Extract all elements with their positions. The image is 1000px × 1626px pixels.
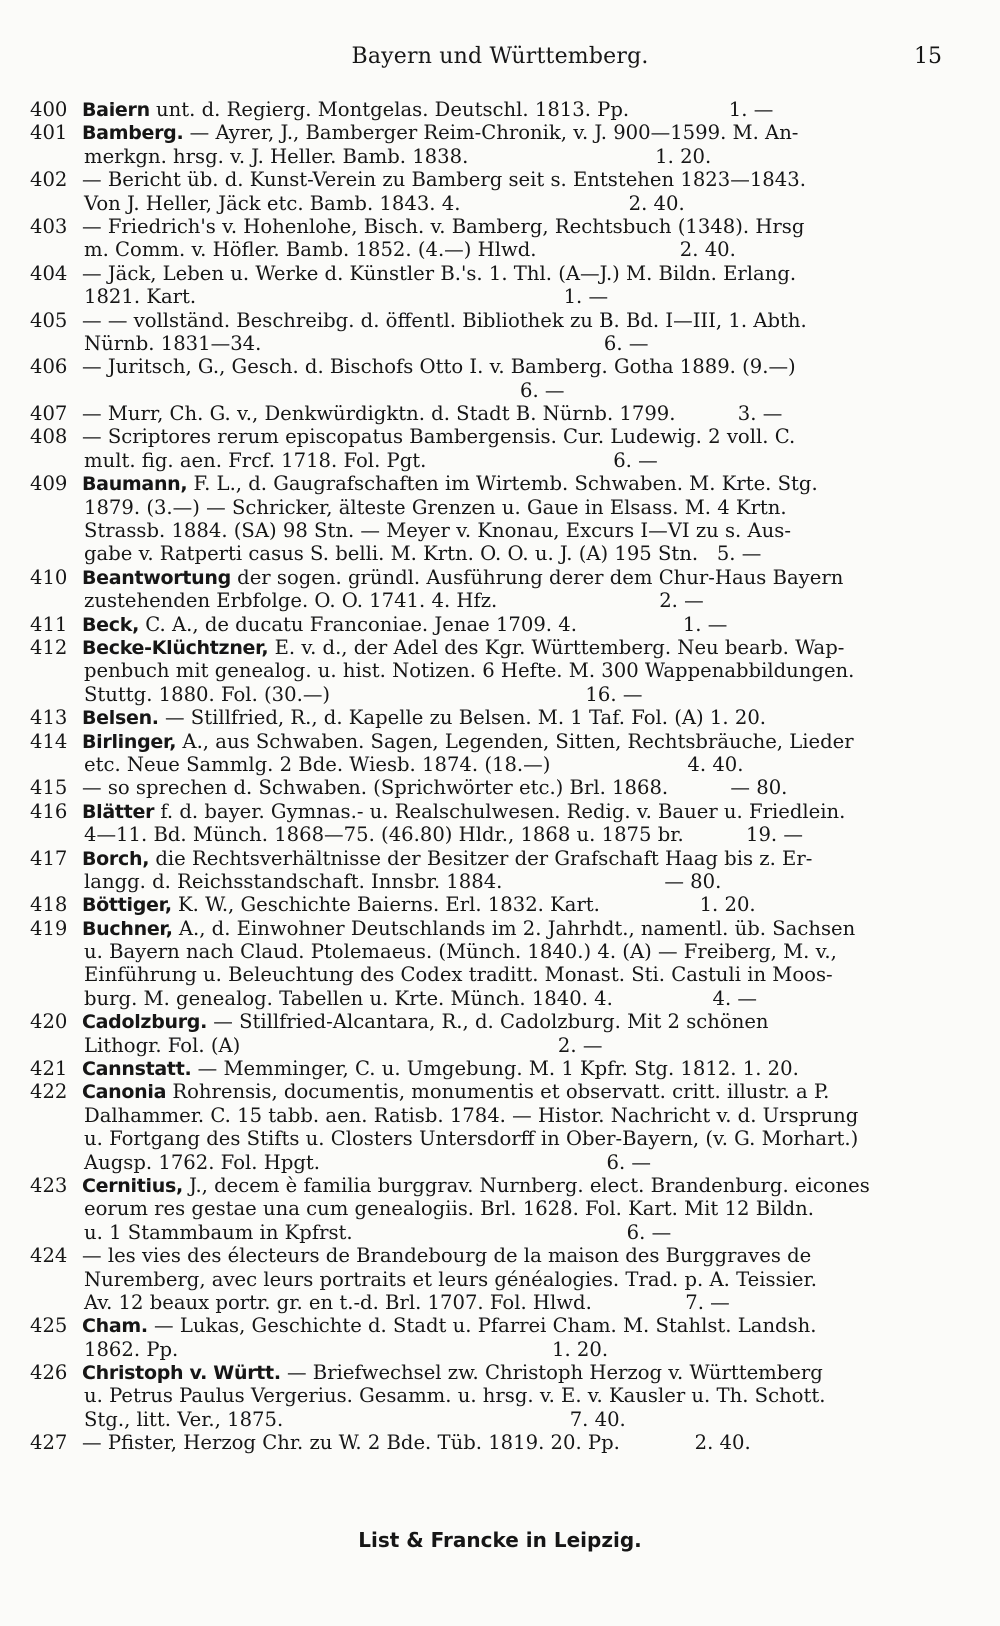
catalog-entry: [30, 309, 942, 356]
entry-keyword: Böttiger,: [82, 894, 172, 917]
entry-first-line: [30, 262, 942, 285]
entry-text: [82, 262, 942, 285]
entry-text: [82, 425, 942, 448]
entry-text: [82, 917, 942, 940]
entry-keyword: Bamberg.: [82, 122, 184, 145]
entry-first-line: [30, 402, 942, 425]
catalog-entry: [30, 1057, 942, 1080]
catalog-entries: [30, 98, 942, 1455]
catalog-entry: [30, 1244, 942, 1314]
entry-first-line: [30, 730, 942, 753]
entry-text: [82, 776, 942, 799]
entry-text: [82, 847, 942, 870]
entry-number: 416: [30, 799, 68, 823]
entry-line-text: — Friedrich's v. Hohenlohe, Bisch. v. Bamberg, Rechtsbuch (1348). Hrsg: [82, 214, 805, 238]
entry-number: 422: [30, 1080, 68, 1104]
entry-line-text: — Lukas, Geschichte d. Stadt u. Pfarrei Cham. M. Stahlst. Landsh.: [147, 1314, 817, 1338]
entry-number: 415: [30, 776, 68, 800]
entry-line-text: — Bericht üb. d. Kunst-Verein zu Bamberg seit s. Entstehen 1823—1843.: [82, 168, 806, 192]
entry-number: 409: [30, 472, 68, 496]
entry-keyword: Belsen.: [82, 707, 159, 730]
entry-line-text: — Stillfried-Alcantara, R., d. Cadolzburg. Mit 2 schönen: [207, 1010, 769, 1034]
catalog-entry: [30, 262, 942, 309]
entry-continuation-line: zustehenden Erbfolge. O. O. 1741. 4. Hfz. 2. —: [84, 589, 704, 613]
entry-first-line: [30, 1080, 942, 1103]
entry-continuation-line: 4—11. Bd. Münch. 1868—75. (46.80) Hldr., 1868 u. 1875 br. 19. —: [84, 823, 803, 847]
entry-line-text: der sogen. gründl. Ausführung derer dem Chur-Haus Bayern: [230, 565, 844, 589]
entry-number: 418: [30, 893, 68, 917]
entry-keyword: Christoph v. Württ.: [82, 1362, 281, 1385]
entry-continuation-line: gabe v. Ratperti casus S. belli. M. Krtn. O. O. u. J. (A) 195 Stn. 5. —: [84, 542, 762, 566]
catalog-entry: [30, 121, 942, 168]
entry-line-text: — Scriptores rerum episcopatus Bambergensis. Cur. Ludewig. 2 voll. C.: [82, 425, 796, 449]
entry-number: 417: [30, 846, 68, 870]
entry-number: 404: [30, 261, 68, 285]
entry-text: [82, 472, 942, 495]
entry-continuation-line: Lithogr. Fol. (A) 2. —: [84, 1033, 603, 1057]
entry-continuation-line: Av. 12 beaux portr. gr. en t.-d. Brl. 1707. Fol. Hlwd. 7. —: [84, 1290, 730, 1314]
catalog-entry: [30, 730, 942, 777]
entry-keyword: Canonia: [82, 1081, 167, 1104]
entry-line-text: — Memminger, C. u. Umgebung. M. 1 Kpfr. Stg. 1812. 1. 20.: [191, 1057, 799, 1081]
catalog-entry: [30, 917, 942, 1011]
entry-first-line: [30, 1361, 942, 1384]
entry-line-text: f. d. bayer. Gymnas.- u. Realschulwesen. Redig. v. Bauer u. Friedlein.: [154, 799, 846, 823]
entry-line-text: E. v. d., der Adel des Kgr. Württemberg. Neu bearb. Wap-: [268, 635, 845, 659]
entry-first-line: [30, 566, 942, 589]
catalog-entry: [30, 98, 942, 121]
entry-first-line: [30, 425, 942, 448]
entry-first-line: [30, 706, 942, 729]
catalog-entry: [30, 800, 942, 847]
entry-text: [82, 215, 942, 238]
entry-line-text: — Pfister, Herzog Chr. zu W. 2 Bde. Tüb. 1819. 20. Pp. 2. 40.: [82, 1431, 751, 1455]
entry-continuation-line: u. Fortgang des Stifts u. Closters Untersdorff in Ober-Bayern, (v. G. Morhart.): [84, 1127, 859, 1151]
entry-keyword: Borch,: [82, 847, 150, 870]
entry-number: 406: [30, 355, 68, 379]
entry-text: [82, 1080, 942, 1103]
entry-number: 408: [30, 425, 68, 449]
page-number: 15: [914, 44, 942, 69]
catalog-entry: [30, 168, 942, 215]
catalog-entry: [30, 847, 942, 894]
entry-line-text: C. A., de ducatu Franconiae. Jenae 1709. 4. 1. —: [139, 612, 728, 636]
entry-continuation-line: 1879. (3.—) — Schricker, älteste Grenzen u. Gaue in Elsass. M. 4 Krtn.: [84, 495, 787, 519]
entry-first-line: [30, 309, 942, 332]
entry-first-line: [30, 472, 942, 495]
entry-text: [82, 121, 942, 144]
entry-line-text: — les vies des électeurs de Brandebourg de la maison des Burggraves de: [82, 1244, 812, 1268]
entry-continuation-line: u. Petrus Paulus Vergerius. Gesamm. u. hrsg. v. E. v. Kausler u. Th. Schott.: [84, 1384, 826, 1408]
entry-number: 425: [30, 1314, 68, 1338]
catalog-entry: [30, 472, 942, 566]
entry-line-text: — Jäck, Leben u. Werke d. Künstler B.'s. 1. Thl. (A—J.) M. Bildn. Erlang.: [82, 261, 797, 285]
entry-first-line: [30, 121, 942, 144]
catalog-entry: [30, 1010, 942, 1057]
entry-text: [82, 613, 942, 636]
entry-number: 400: [30, 98, 68, 121]
entry-keyword: Cham.: [82, 1315, 148, 1338]
entry-keyword: Cernitius,: [82, 1174, 183, 1197]
entry-keyword: Cadolzburg.: [82, 1011, 208, 1034]
entry-first-line: [30, 1314, 942, 1337]
entry-line-text: Rohrensis, documentis, monumentis et observatt. critt. illustr. a P.: [166, 1080, 830, 1104]
entry-first-line: [30, 1431, 942, 1454]
entry-first-line: [30, 847, 942, 870]
catalog-entry: [30, 566, 942, 613]
entry-number: 420: [30, 1010, 68, 1034]
entry-line-text: — so sprechen d. Schwaben. (Sprichwörter etc.) Brl. 1868. — 80.: [82, 776, 788, 800]
entry-text: [82, 1057, 942, 1080]
entry-line-text: A., d. Einwohner Deutschlands im 2. Jahrhdt., namentl. üb. Sachsen: [172, 916, 856, 940]
entry-first-line: [30, 215, 942, 238]
entry-line-text: — Juritsch, G., Gesch. d. Bischofs Otto I. v. Bamberg. Gotha 1889. (9.—): [82, 355, 796, 379]
entry-text: [82, 168, 942, 191]
entry-number: 410: [30, 565, 68, 589]
catalog-entry: [30, 893, 942, 916]
entry-text: [82, 402, 942, 425]
entry-number: 427: [30, 1431, 68, 1455]
entry-line-text: — Briefwechsel zw. Christoph Herzog v. Württemberg: [280, 1361, 823, 1385]
entry-continuation-line: 6. —: [84, 378, 565, 402]
entry-number: 411: [30, 612, 68, 636]
entry-line-text: J., decem è familia burggrav. Nurnberg. elect. Brandenburg. eicones: [182, 1173, 870, 1197]
entry-text: [82, 706, 942, 729]
entry-text: [82, 309, 942, 332]
catalog-entry: [30, 402, 942, 425]
entry-continuation-line: Nuremberg, avec leurs portraits et leurs généalogies. Trad. p. A. Teissier.: [84, 1267, 817, 1291]
entry-continuation-line: Stuttg. 1880. Fol. (30.—) 16. —: [84, 682, 643, 706]
entry-text: [82, 1010, 942, 1033]
entry-continuation-line: 1821. Kart. 1. —: [84, 285, 609, 309]
catalog-entry: [30, 215, 942, 262]
entry-continuation-line: Augsp. 1762. Fol. Hpgt. 6. —: [84, 1150, 652, 1174]
catalog-entry: [30, 1361, 942, 1431]
entry-text: [82, 1361, 942, 1384]
entry-line-text: die Rechtsverhältnisse der Besitzer der Grafschaft Haag bis z. Er-: [149, 846, 813, 870]
entry-number: 403: [30, 214, 68, 238]
entry-line-text: unt. d. Regierg. Montgelas. Deutschl. 1813. Pp. 1. —: [149, 98, 774, 121]
entry-text: [82, 1174, 942, 1197]
entry-line-text: K. W., Geschichte Baierns. Erl. 1832. Kart. 1. 20.: [171, 893, 756, 917]
entry-first-line: [30, 1174, 942, 1197]
entry-first-line: [30, 1244, 942, 1267]
entry-number: 419: [30, 916, 68, 940]
entry-keyword: Birlinger,: [82, 730, 177, 753]
entry-number: 421: [30, 1057, 68, 1081]
entry-text: [82, 800, 942, 823]
entry-keyword: Buchner,: [82, 917, 173, 940]
catalog-entry: [30, 636, 942, 706]
entry-continuation-line: mult. fig. aen. Frcf. 1718. Fol. Pgt. 6. —: [84, 448, 658, 472]
entry-continuation-line: Nürnb. 1831—34. 6. —: [84, 331, 649, 355]
entry-continuation-line: u. Bayern nach Claud. Ptolemaeus. (Münch. 1840.) 4. (A) — Freiberg, M. v.,: [84, 940, 837, 964]
entry-first-line: [30, 917, 942, 940]
entry-first-line: [30, 613, 942, 636]
entry-keyword: Blätter: [82, 800, 155, 823]
entry-continuation-line: Einführung u. Beleuchtung des Codex traditt. Monast. Sti. Castuli in Moos-: [84, 963, 833, 987]
catalog-entry: [30, 706, 942, 729]
entry-first-line: [30, 98, 942, 121]
entry-number: 426: [30, 1361, 68, 1385]
entry-text: [82, 636, 942, 659]
entry-text: [82, 566, 942, 589]
entry-first-line: [30, 893, 942, 916]
entry-line-text: — — vollständ. Beschreibg. d. öffentl. Bibliothek zu B. Bd. I—III, 1. Abth.: [82, 308, 807, 332]
entry-text: [82, 893, 942, 916]
entry-keyword: Baiern: [82, 99, 150, 121]
entry-keyword: Cannstatt.: [82, 1058, 192, 1081]
entry-first-line: [30, 776, 942, 799]
entry-first-line: [30, 1010, 942, 1033]
entry-continuation-line: 1862. Pp. 1. 20.: [84, 1337, 609, 1361]
entry-line-text: — Murr, Ch. G. v., Denkwürdigktn. d. Stadt B. Nürnb. 1799. 3. —: [82, 402, 783, 426]
entry-continuation-line: eorum res gestae una cum genealogiis. Brl. 1628. Fol. Kart. Mit 12 Bildn.: [84, 1197, 815, 1221]
entry-first-line: [30, 168, 942, 191]
catalog-entry: [30, 613, 942, 636]
entry-continuation-line: Stg., litt. Ver., 1875. 7. 40.: [84, 1407, 626, 1431]
entry-number: 412: [30, 635, 68, 659]
entry-continuation-line: Strassb. 1884. (SA) 98 Stn. — Meyer v. Knonau, Excurs I—VI zu s. Aus-: [84, 519, 791, 543]
entry-keyword: Baumann,: [82, 473, 188, 496]
entry-continuation-line: langg. d. Reichsstandschaft. Innsbr. 1884. — 80.: [84, 869, 722, 893]
entry-number: 407: [30, 402, 68, 426]
catalog-entry: [30, 1080, 942, 1174]
entry-text: [82, 1244, 942, 1267]
entry-continuation-line: Dalhammer. C. 15 tabb. aen. Ratisb. 1784. — Histor. Nachricht v. d. Ursprung: [84, 1103, 859, 1127]
entry-text: [82, 1431, 942, 1454]
catalog-entry: [30, 425, 942, 472]
catalog-entry: [30, 355, 942, 402]
catalog-entry: [30, 1314, 942, 1361]
entry-keyword: Beck,: [82, 613, 139, 636]
entry-number: 424: [30, 1244, 68, 1268]
entry-continuation-line: merkgn. hrsg. v. J. Heller. Bamb. 1838. 1. 20.: [84, 144, 712, 168]
entry-keyword: Beantwortung: [82, 566, 231, 589]
entry-continuation-line: burg. M. genealog. Tabellen u. Krte. Münch. 1840. 4. 4. —: [84, 986, 758, 1010]
entry-number: 405: [30, 308, 68, 332]
entry-continuation-line: Von J. Heller, Jäck etc. Bamb. 1843. 4. 2. 40.: [84, 191, 685, 215]
entry-line-text: F. L., d. Gaugrafschaften im Wirtemb. Schwaben. M. Krte. Stg.: [187, 472, 818, 496]
entry-keyword: Becke-Klüchtzner,: [82, 636, 269, 659]
catalog-entry: [30, 1174, 942, 1244]
entry-first-line: [30, 636, 942, 659]
entry-continuation-line: penbuch mit genealog. u. hist. Notizen. 6 Hefte. M. 300 Wappenabbildungen.: [84, 659, 855, 683]
entry-first-line: [30, 800, 942, 823]
entry-text: [82, 730, 942, 753]
entry-line-text: — Ayrer, J., Bamberger Reim-Chronik, v. J. 900—1599. M. An-: [183, 121, 799, 145]
entry-continuation-line: m. Comm. v. Höfler. Bamb. 1852. (4.—) Hlwd. 2. 40.: [84, 238, 736, 262]
running-title: Bayern und Württemberg.: [351, 44, 649, 69]
catalog-entry: [30, 776, 942, 799]
entry-continuation-line: etc. Neue Sammlg. 2 Bde. Wiesb. 1874. (18.—) 4. 40.: [84, 752, 744, 776]
catalog-entry: [30, 1431, 942, 1454]
entry-text: [82, 1314, 942, 1337]
page-header: [0, 44, 1000, 84]
entry-continuation-line: u. 1 Stammbaum in Kpfrst. 6. —: [84, 1220, 672, 1244]
entry-text: [82, 98, 942, 121]
entry-number: 414: [30, 729, 68, 753]
entry-first-line: [30, 355, 942, 378]
entry-number: 413: [30, 706, 68, 730]
entry-number: 401: [30, 121, 68, 145]
entry-line-text: — Stillfried, R., d. Kapelle zu Belsen. M. 1 Taf. Fol. (A) 1. 20.: [158, 706, 767, 730]
entry-text: [82, 355, 942, 378]
entry-number: 423: [30, 1173, 68, 1197]
entry-first-line: [30, 1057, 942, 1080]
entry-number: 402: [30, 168, 68, 192]
entry-line-text: A., aus Schwaben. Sagen, Legenden, Sitten, Rechtsbräuche, Lieder: [176, 729, 854, 753]
publisher-footer: List & Francke in Leipzig.: [358, 1528, 642, 1552]
